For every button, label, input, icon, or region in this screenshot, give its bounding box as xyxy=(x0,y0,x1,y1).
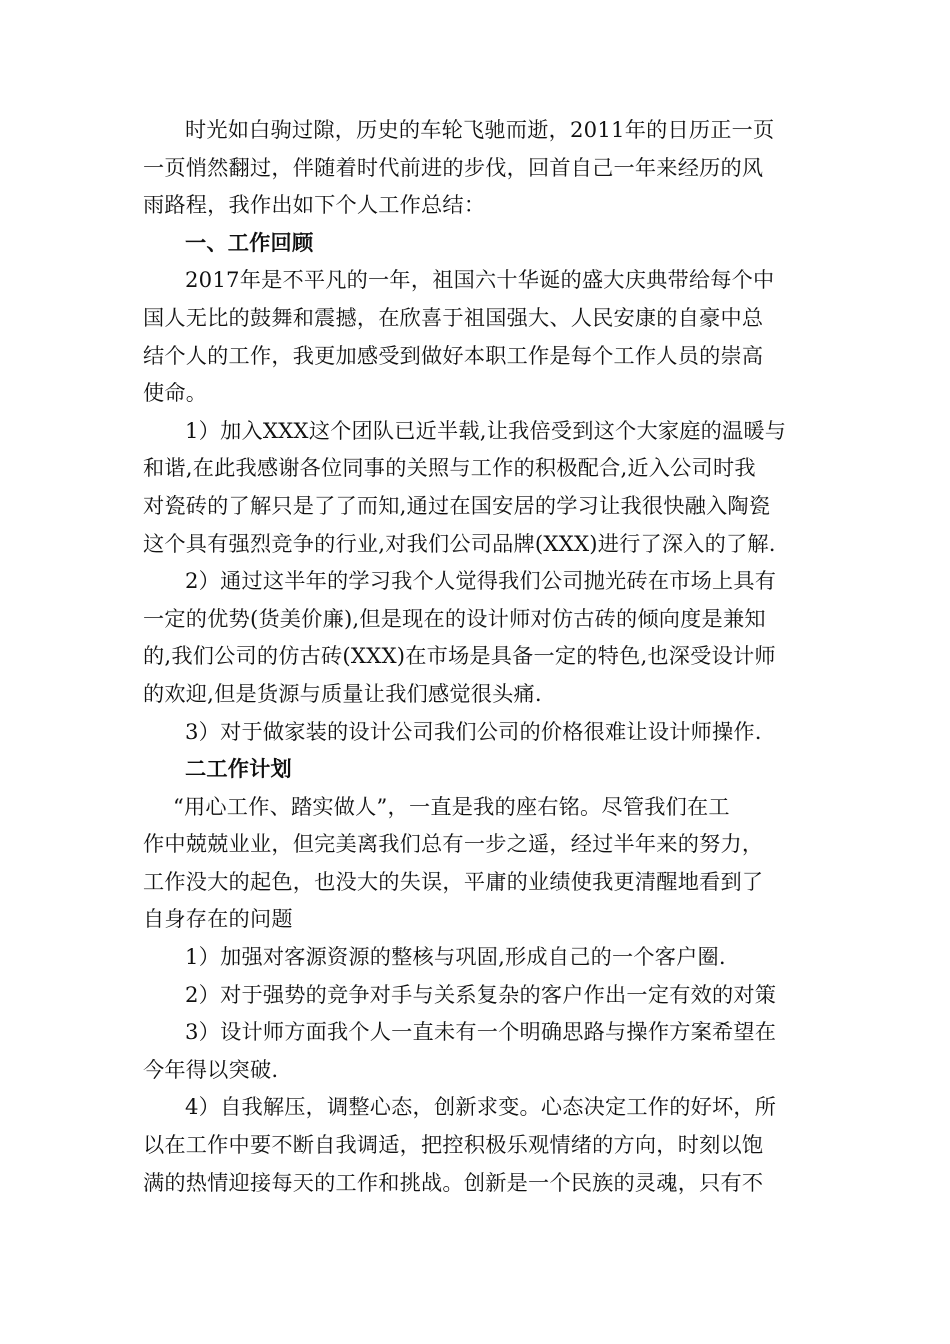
text-line: 1）加强对客源资源的整核与巩固,形成自己的一个客户圈. xyxy=(185,944,726,970)
plan-item-3 xyxy=(143,1013,807,1088)
text-line: 满的热情迎接每天的工作和挑战。创新是一个民族的灵魂，只有不 xyxy=(143,1169,764,1195)
text-line: 今年得以突破. xyxy=(143,1056,279,1082)
text-line: 一页悄然翻过，伴随着时代前进的步伐，回首自己一年来经历的风 xyxy=(143,154,764,180)
text-line: 2017年是不平凡的一年，祖国六十华诞的盛大庆典带给每个中 xyxy=(185,267,775,293)
text-line: 国人无比的鼓舞和震撼，在欣喜于祖国强大、人民安康的自豪中总 xyxy=(143,304,764,330)
text-line: “用心工作、踏实做人”，一直是我的座右铭。尽管我们在工 xyxy=(173,793,730,819)
text-line: 3）对于做家装的设计公司我们公司的价格很难让设计师操作. xyxy=(185,718,762,744)
review-item-3 xyxy=(143,713,807,751)
section-heading-work-plan: 二工作计划 xyxy=(185,756,292,782)
text-line: 工作没大的起色，也没大的失误，平庸的业绩使我更清醒地看到了 xyxy=(143,868,764,894)
text-line: 的欢迎,但是货源与质量让我们感觉很头痛. xyxy=(143,680,542,706)
plan-item-1 xyxy=(143,938,807,976)
text-line: 1）加入XXX这个团队已近半载,让我倍受到这个大家庭的温暖与 xyxy=(185,417,787,443)
text-line: 的,我们公司的仿古砖(XXX)在市场是具备一定的特色,也深受设计师 xyxy=(143,643,776,669)
text-line: 和谐,在此我感谢各位同事的关照与工作的积极配合,近入公司时我 xyxy=(143,455,756,481)
plan-item-2 xyxy=(143,976,807,1014)
text-line: 自身存在的问题 xyxy=(143,906,293,932)
text-line: 以在工作中要不断自我调适，把控积极乐观情绪的方向，时刻以饱 xyxy=(143,1132,764,1158)
text-line: 4）自我解压，调整心态，创新求变。心态决定工作的好坏，所 xyxy=(185,1094,777,1120)
plan-item-4 xyxy=(143,1088,807,1201)
text-line: 对瓷砖的了解只是了了而知,通过在国安居的学习让我很快融入陶瓷 xyxy=(143,492,771,518)
text-line: 这个具有强烈竞争的行业,对我们公司品牌(XXX)进行了深入的了解. xyxy=(143,530,776,556)
text-line: 2）对于强势的竞争对手与关系复杂的客户作出一定有效的对策 xyxy=(185,981,777,1007)
text-line: 2）通过这半年的学习我个人觉得我们公司抛光砖在市场上具有 xyxy=(185,568,777,594)
text-line: 时光如白驹过隙，历史的车轮飞驰而逝，2011年的日历正一页 xyxy=(185,117,775,142)
review-item-1 xyxy=(143,412,807,562)
text-line: 雨路程，我作出如下个人工作总结： xyxy=(143,192,486,218)
text-line: 3）设计师方面我个人一直未有一个明确思路与操作方案希望在 xyxy=(185,1019,777,1045)
section1-paragraph xyxy=(143,261,807,411)
section2-paragraph xyxy=(143,788,807,938)
intro-paragraph xyxy=(143,111,807,224)
document-page xyxy=(143,111,807,1201)
review-item-2 xyxy=(143,562,807,712)
section-heading-work-review: 一、工作回顾 xyxy=(185,229,314,255)
text-line: 结个人的工作，我更加感受到做好本职工作是每个工作人员的崇高 xyxy=(143,342,764,368)
text-line: 一定的优势(货美价廉),但是现在的设计师对仿古砖的倾向度是兼知 xyxy=(143,605,766,631)
text-line: 使命。 xyxy=(143,380,208,406)
text-line: 作中兢兢业业，但完美离我们总有一步之遥，经过半年来的努力， xyxy=(143,831,764,857)
